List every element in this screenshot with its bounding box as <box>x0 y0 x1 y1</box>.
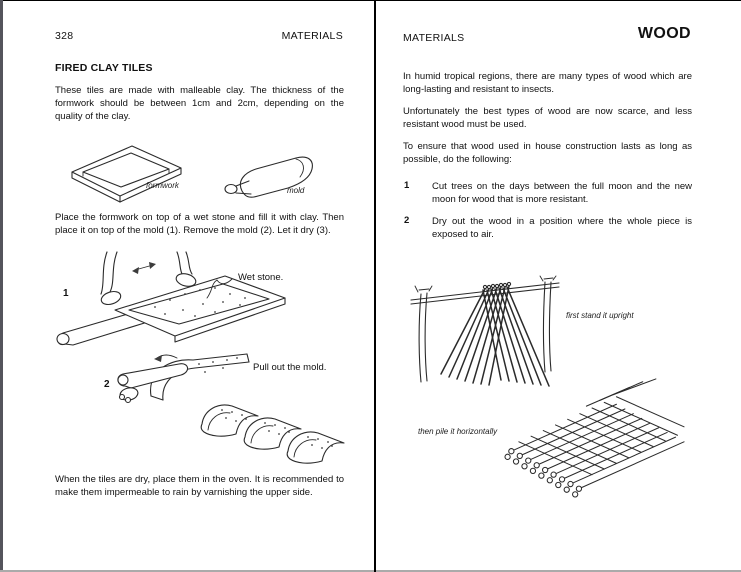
top-border-line <box>0 0 741 1</box>
running-header: MATERIALS <box>403 32 465 44</box>
paragraph-wood-intro: In humid tropical regions, there are many types of wood which are long-lasting and resistant to insects. <box>403 71 692 95</box>
horizontal-label: then pile it horizontally <box>418 427 498 436</box>
horizontal-pile-illustration <box>496 378 690 500</box>
pile-ne-poles <box>511 404 684 488</box>
paragraph-place-formwork: Place the formwork on top of a wet stone and fill it with clay. Then place it on top of the mold (1). Remove the mold (2). Let it dry (3). <box>55 212 344 236</box>
running-header: MATERIALS <box>281 30 343 42</box>
pile-stray-ends <box>586 379 655 406</box>
paragraph-oven-varnish: When the tiles are dry, place them in the oven. It is recommended to make them impermeable to rain by varnishing the upper side. <box>55 474 344 498</box>
paragraph-wood-scarce: Unfortunately the best types of wood are now scarce, and less resistant wood must be used. <box>403 106 692 130</box>
section-title-fired-clay-tiles: FIRED CLAY TILES <box>55 62 153 74</box>
step-1-number: 1 <box>63 288 69 299</box>
formwork-illustration <box>68 140 186 202</box>
page-number: 328 <box>55 30 74 42</box>
list-item-cut-trees <box>403 180 692 206</box>
upright-rack-illustration <box>405 256 565 388</box>
step-1-caption: Wet stone. <box>238 272 284 283</box>
list-text: Cut trees on the days between the full moon and the new moon for wood that is more resistant. <box>432 181 692 205</box>
paragraph-clay-intro: These tiles are made with malleable clay. The thickness of the formwork should be between 1cm and 2cm, depending on the quality of the clay. <box>55 85 344 122</box>
upright-label: first stand it upright <box>566 311 634 320</box>
pile-pole-ends <box>505 449 582 497</box>
list-number: 2 <box>404 215 410 226</box>
list-number: 1 <box>404 180 410 191</box>
paragraph-wood-ensure: To ensure that wood used in house construction lasts as long as possible, do the following: <box>403 141 692 165</box>
step-3-illustration <box>200 400 345 468</box>
list-item-dry-wood <box>403 215 692 241</box>
list-text: Dry out the wood in a position where the whole piece is exposed to air. <box>432 216 692 240</box>
left-edge-bar <box>0 0 3 572</box>
step-2-number: 2 <box>104 379 110 390</box>
right-page-header <box>403 25 691 44</box>
formwork-label: formwork <box>146 181 179 190</box>
page-divider-line <box>374 0 376 572</box>
chapter-title-wood: WOOD <box>637 25 691 42</box>
left-page-header <box>55 30 343 42</box>
mold-label: mold <box>287 186 305 195</box>
step-2-caption: Pull out the mold. <box>253 362 327 373</box>
step-1-illustration <box>55 252 290 352</box>
